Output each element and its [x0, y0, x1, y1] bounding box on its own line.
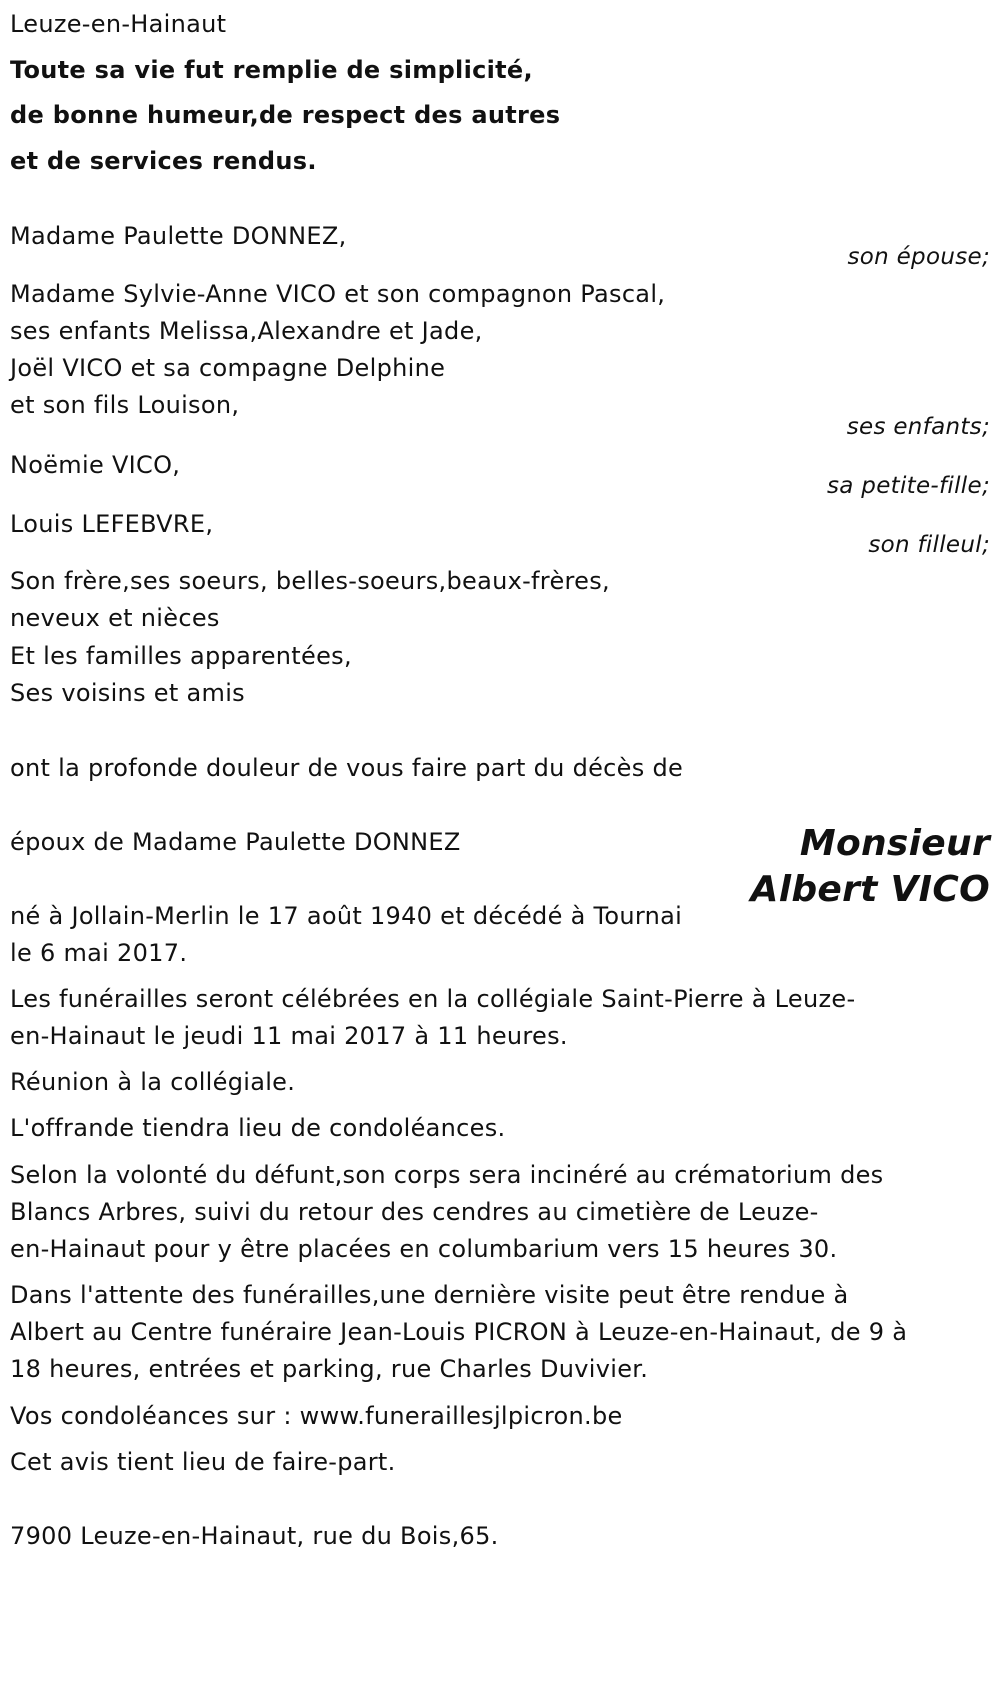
announcement: ont la profonde douleur de vous faire part du décès de [10, 754, 684, 782]
children-line: Madame Sylvie-Anne VICO et son compagnon Pascal, [10, 280, 666, 308]
children-line: ses enfants Melissa,Alexandre et Jade, [10, 317, 483, 345]
funeral-line: Les funérailles seront célébrées en la collégiale Saint-Pierre à Leuze- [10, 985, 856, 1013]
deceased-spouse-line: époux de Madame Paulette DONNEZ [10, 828, 461, 856]
visit-line: Albert au Centre funéraire Jean-Louis PICRON à Leuze-en-Hainaut, de 9 à [10, 1318, 908, 1346]
notice-line: Cet avis tient lieu de faire-part. [10, 1448, 396, 1476]
birth-death-line: né à Jollain-Merlin le 17 août 1940 et décédé à Tournai [10, 902, 683, 930]
funeral-line: en-Hainaut le jeudi 11 mai 2017 à 11 heures. [10, 1022, 568, 1050]
cremation-line: Blancs Arbres, suivi du retour des cendres au cimetière de Leuze- [10, 1198, 819, 1226]
godson-name: Louis LEFEBVRE, [10, 510, 214, 538]
epitaph-line: de bonne humeur,de respect des autres [10, 101, 561, 129]
godson-role: son filleul; [868, 532, 990, 558]
spouse-name: Madame Paulette DONNEZ, [10, 222, 347, 250]
relatives-line: neveux et nièces [10, 604, 220, 632]
epitaph-line: et de services rendus. [10, 147, 317, 175]
cremation-line: en-Hainaut pour y être placées en columbarium vers 15 heures 30. [10, 1235, 838, 1263]
children-line: Joël VICO et sa compagne Delphine [10, 354, 446, 382]
deceased-title: Monsieur [799, 823, 990, 864]
spouse-role: son épouse; [847, 244, 990, 270]
visit-line: 18 heures, entrées et parking, rue Charles Duvivier. [10, 1355, 649, 1383]
granddaughter-role: sa petite-fille; [827, 473, 990, 499]
condolences-line: Vos condoléances sur : www.funeraillesjlpicron.be [10, 1402, 623, 1430]
birth-death-line: le 6 mai 2017. [10, 939, 188, 967]
location-header: Leuze-en-Hainaut [10, 10, 227, 38]
meeting-line: Réunion à la collégiale. [10, 1068, 296, 1096]
relatives-line: Son frère,ses soeurs, belles-soeurs,beaux-frères, [10, 567, 610, 595]
children-line: et son fils Louison, [10, 391, 240, 419]
relatives-line: Ses voisins et amis [10, 679, 245, 707]
granddaughter-name: Noëmie VICO, [10, 451, 181, 479]
offering-line: L'offrande tiendra lieu de condoléances. [10, 1114, 506, 1142]
children-role: ses enfants; [846, 414, 990, 440]
deceased-name: Albert VICO [750, 869, 990, 910]
epitaph-line: Toute sa vie fut remplie de simplicité, [10, 56, 533, 84]
address-footer: 7900 Leuze-en-Hainaut, rue du Bois,65. [10, 1522, 499, 1550]
cremation-line: Selon la volonté du défunt,son corps sera incinéré au crématorium des [10, 1161, 884, 1189]
relatives-line: Et les familles apparentées, [10, 642, 352, 670]
visit-line: Dans l'attente des funérailles,une dernière visite peut être rendue à [10, 1281, 849, 1309]
